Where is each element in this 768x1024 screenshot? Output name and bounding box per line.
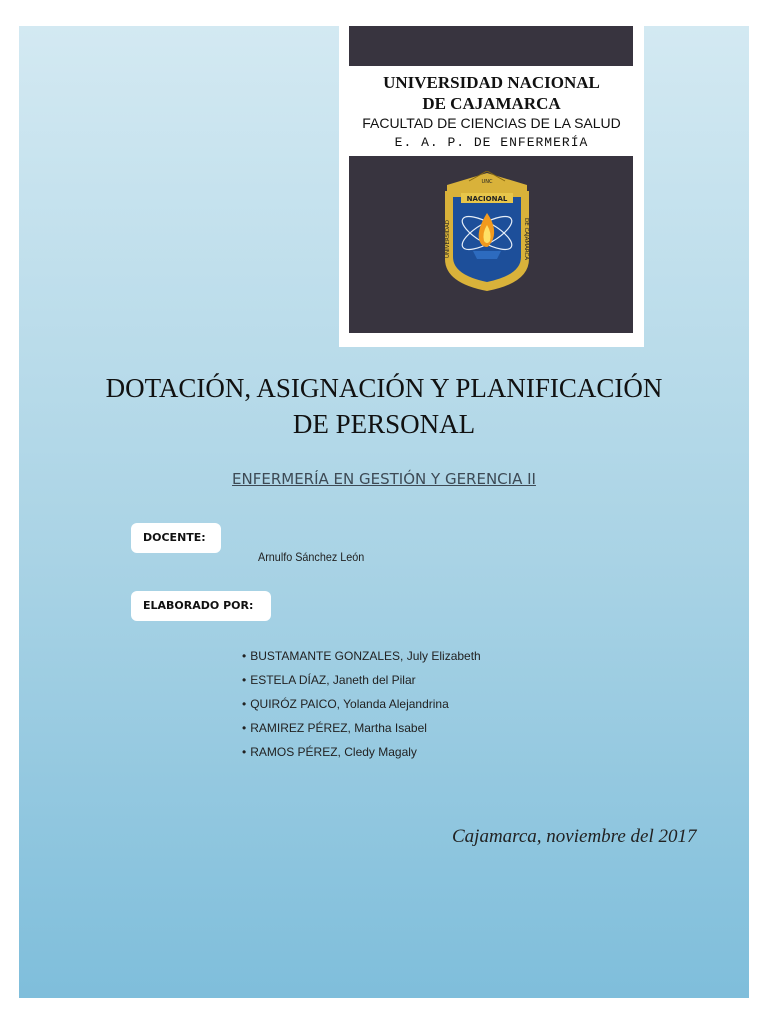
list-item: • ESTELA DÍAZ, Janeth del Pilar [242, 673, 416, 687]
faculty-name: FACULTAD DE CIENCIAS DE LA SALUD [362, 115, 621, 131]
svg-text:UNIVERSIDAD: UNIVERSIDAD [445, 219, 451, 259]
university-shield-emblem-icon [439, 171, 535, 293]
bullet-icon: • [242, 673, 247, 687]
elaborado-por-label: ELABORADO POR: [131, 591, 271, 621]
teacher-name: Arnulfo Sánchez León [258, 550, 365, 564]
university-name: UNIVERSIDAD NACIONAL DE CAJAMARCA [383, 73, 600, 113]
bullet-icon: • [242, 649, 247, 663]
bullet-icon: • [242, 721, 247, 735]
school-name: E. A. P. DE ENFERMERÍA [394, 135, 589, 150]
svg-text:NACIONAL: NACIONAL [466, 195, 508, 203]
list-item: • RAMIREZ PÉREZ, Martha Isabel [242, 721, 427, 735]
university-header-card [339, 26, 644, 347]
bullet-icon: • [242, 697, 247, 711]
docente-label: DOCENTE: [131, 523, 221, 553]
place-and-date: Cajamarca, noviembre del 2017 [452, 826, 697, 847]
list-item: • QUIRÓZ PAICO, Yolanda Alejandrina [242, 697, 449, 711]
author-list [242, 647, 481, 767]
bullet-icon: • [242, 745, 247, 759]
svg-text:UNC: UNC [481, 179, 493, 185]
list-item: • RAMOS PÉREZ, Cledy Magaly [242, 745, 417, 759]
course-name: ENFERMERÍA EN GESTIÓN Y GERENCIA II [232, 470, 536, 488]
list-item: • BUSTAMANTE GONZALES, July Elizabeth [242, 649, 481, 663]
header-top-band [349, 26, 633, 66]
svg-text:DE CAJAMARCA: DE CAJAMARCA [523, 217, 529, 261]
document-title: DOTACIÓN, ASIGNACIÓN Y PLANIFICACIÓN DE PERSONAL [105, 373, 663, 439]
